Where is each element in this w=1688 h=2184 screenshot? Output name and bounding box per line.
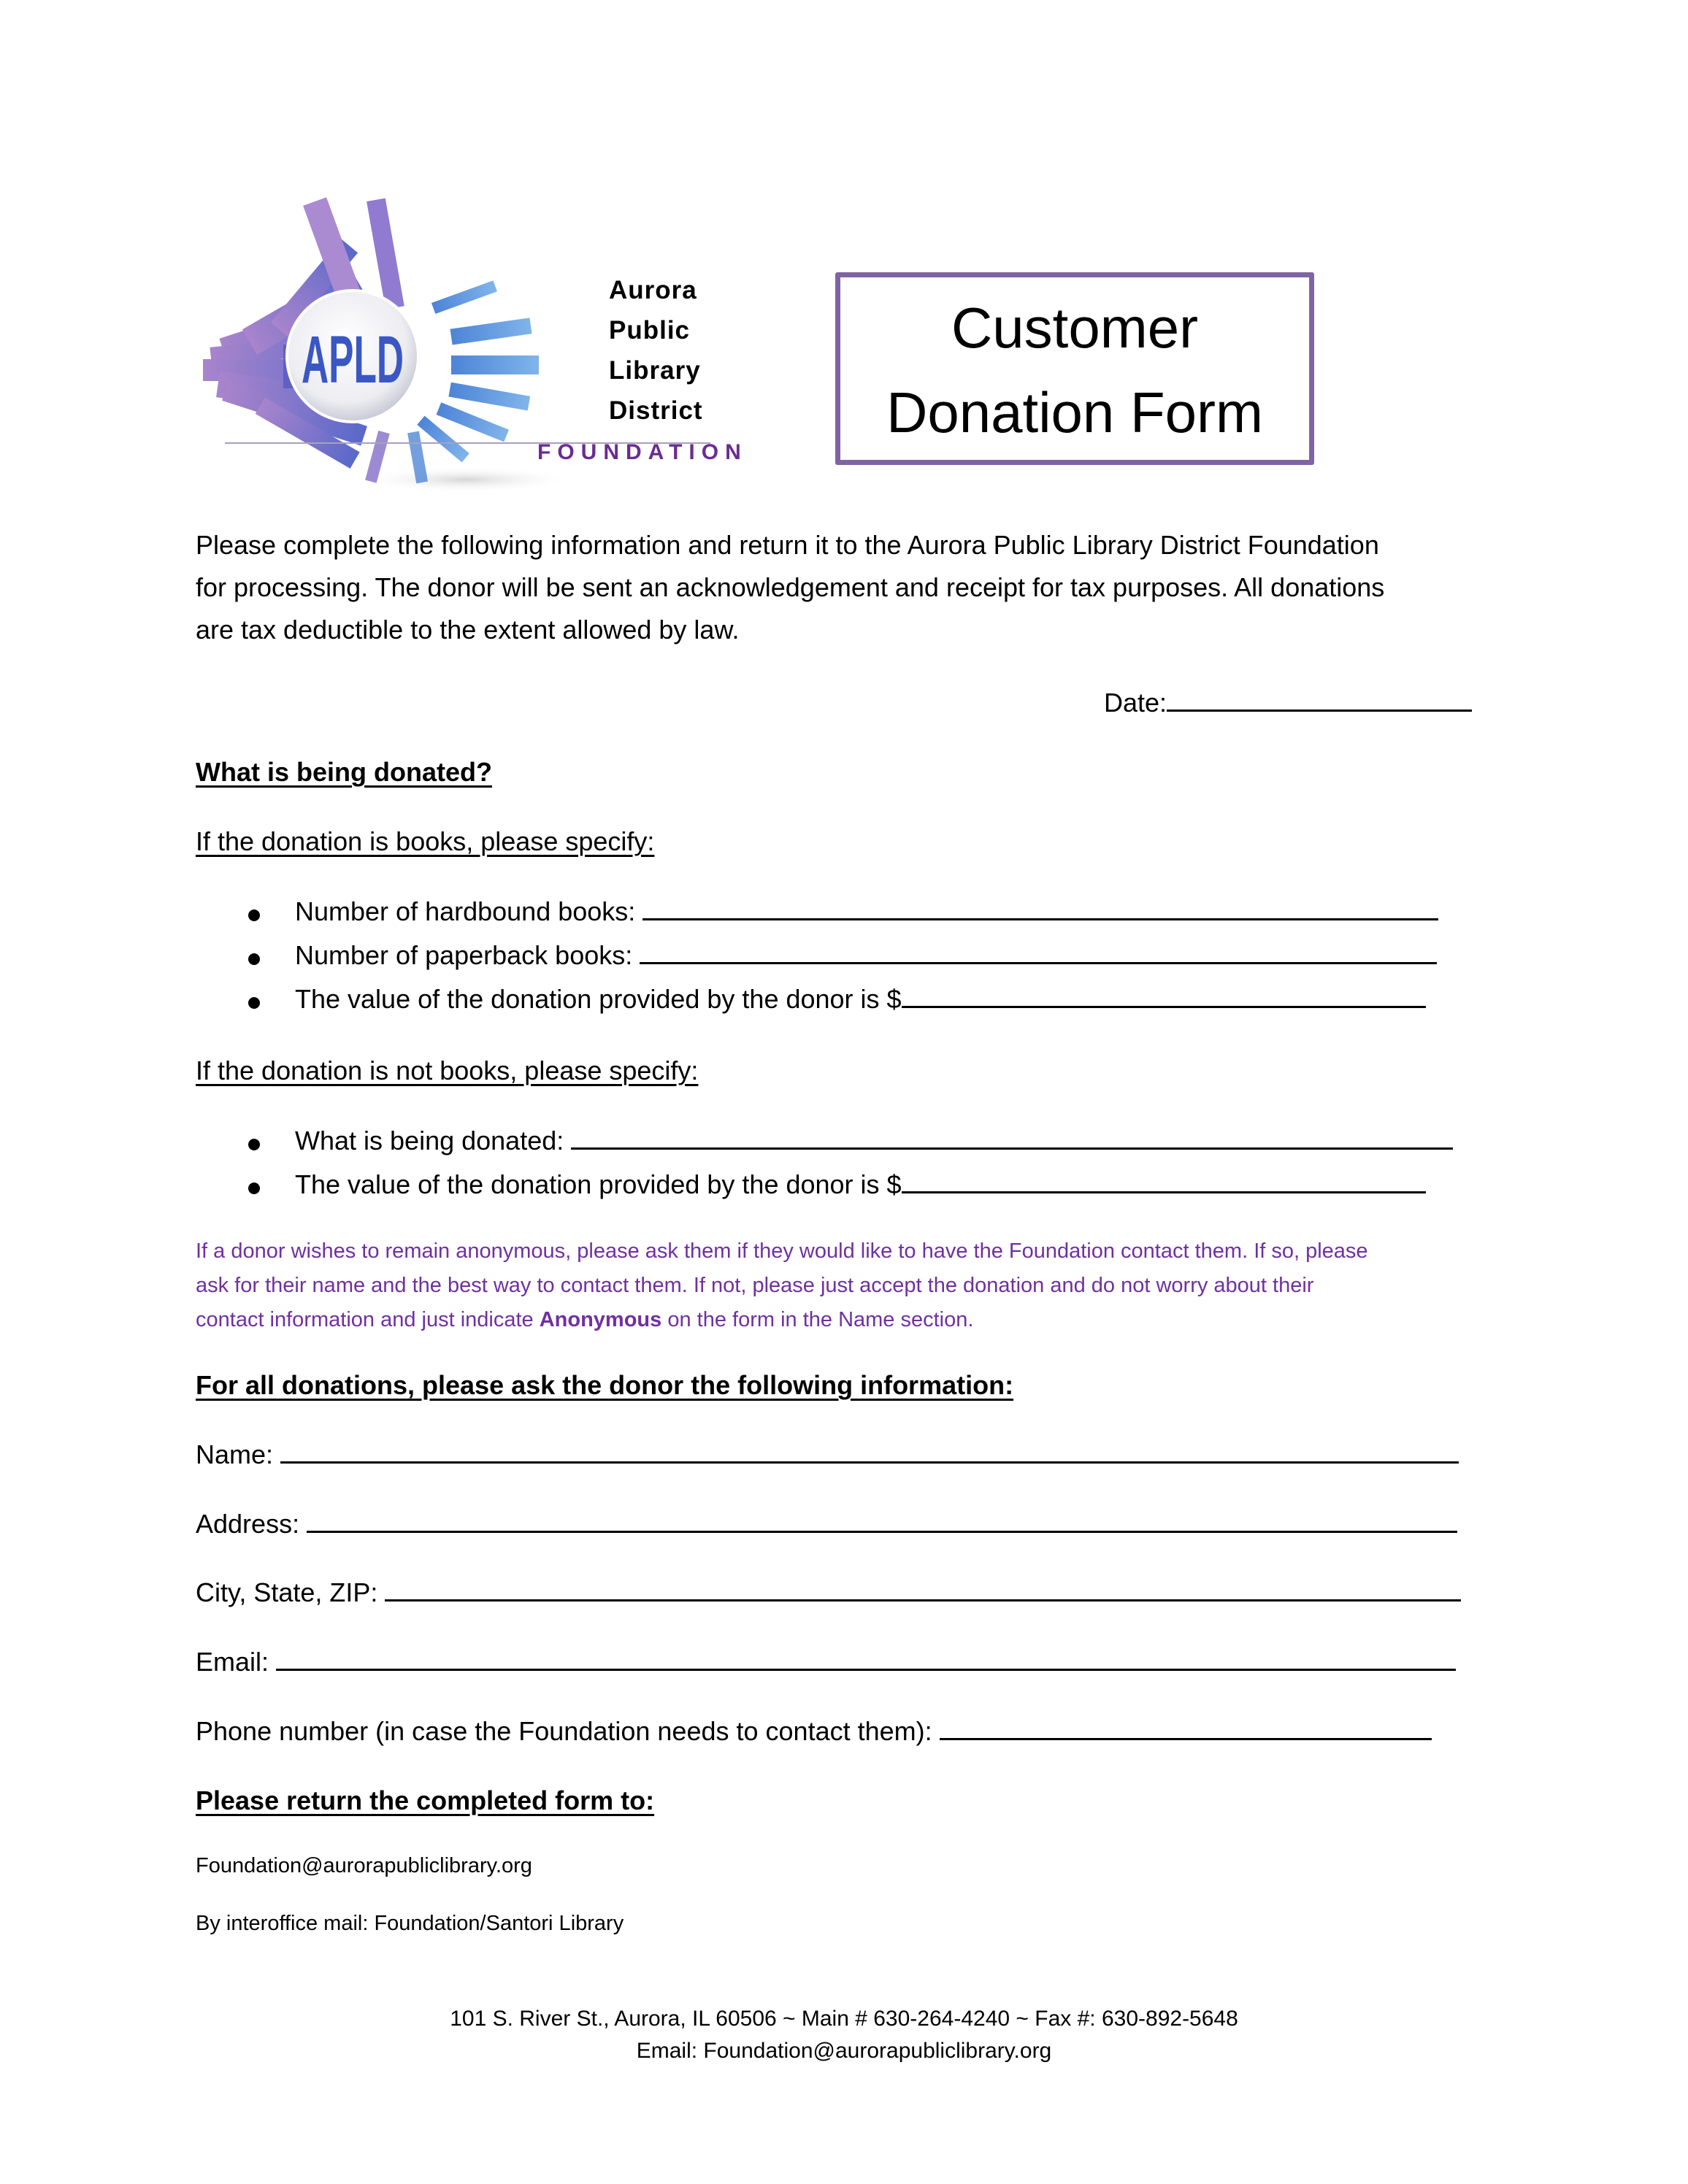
note-line <box>196 1303 1368 1337</box>
email-label: Email: <box>196 1647 269 1677</box>
city-state-zip-field[interactable] <box>196 1572 1461 1614</box>
bullet-icon <box>248 997 260 1009</box>
logo-foundation-subtitle: FOUNDATION <box>537 440 748 464</box>
phone-field[interactable] <box>196 1710 1432 1753</box>
form-title-box <box>835 272 1314 465</box>
logo-line-district: District <box>609 396 703 425</box>
city-state-zip-label: City, State, ZIP: <box>196 1577 378 1607</box>
bullet-icon <box>248 953 260 965</box>
books-value-field[interactable] <box>295 978 1426 1020</box>
hardbound-books-label: Number of hardbound books: <box>295 896 636 926</box>
logo-line-library: Library <box>609 356 701 385</box>
not-books-subheading: If the donation is not books, please specify: <box>196 1056 699 1085</box>
bullet-icon <box>248 910 260 921</box>
item-donated-label: What is being donated: <box>295 1126 564 1156</box>
item-donated-field[interactable] <box>295 1120 1453 1162</box>
item-value-input-line[interactable] <box>902 1168 1426 1193</box>
bullet-icon <box>248 1139 260 1150</box>
hardbound-books-field[interactable] <box>295 891 1438 933</box>
name-label: Name: <box>196 1439 274 1469</box>
note-line: ask for their name and the best way to contact them. If not, please just accept the donation and do not worry about their <box>196 1274 1314 1297</box>
return-to-heading: Please return the completed form to: <box>196 1785 655 1815</box>
footer-address: 101 S. River St., Aurora, IL 60506 ~ Main # 630-264-4240 ~ Fax #: 630-892-5648 <box>450 2007 1238 2031</box>
logo-name-lines <box>609 270 703 431</box>
paperback-books-input-line[interactable] <box>640 939 1437 964</box>
note-text: on the form in the Name section. <box>661 1308 974 1331</box>
anonymous-donor-note <box>196 1234 1368 1337</box>
address-label: Address: <box>196 1509 300 1539</box>
return-email-link[interactable]: Foundation@aurorapubliclibrary.org <box>196 1854 532 1877</box>
date-input-line[interactable] <box>1167 686 1472 712</box>
bullet-icon <box>248 1183 260 1194</box>
email-input-line[interactable] <box>276 1645 1456 1671</box>
title-line-2: Donation Form <box>886 380 1263 445</box>
apld-foundation-logo <box>196 191 748 498</box>
intro-line: are tax deductible to the extent allowed by law. <box>196 615 740 645</box>
donor-info-heading: For all donations, please ask the donor the following information: <box>196 1370 1014 1400</box>
item-value-field[interactable] <box>295 1164 1426 1206</box>
note-line: If a donor wishes to remain anonymous, please ask them if they would like to have the Foundation contact them. If so, please <box>196 1239 1368 1263</box>
item-value-label: The value of the donation provided by the donor is $ <box>295 1169 902 1199</box>
email-field[interactable] <box>196 1641 1456 1683</box>
logo-monogram: APLD <box>302 323 404 397</box>
title-line-1: Customer <box>951 296 1199 360</box>
books-value-input-line[interactable] <box>902 983 1426 1008</box>
interoffice-mail-text: By interoffice mail: Foundation/Santori Library <box>196 1912 624 1935</box>
paperback-books-field[interactable] <box>295 934 1437 977</box>
address-input-line[interactable] <box>307 1507 1457 1533</box>
section-heading-what-donated: What is being donated? <box>196 757 492 787</box>
address-field[interactable] <box>196 1503 1457 1545</box>
paperback-books-label: Number of paperback books: <box>295 940 633 970</box>
name-field[interactable] <box>196 1434 1459 1476</box>
item-donated-input-line[interactable] <box>571 1124 1453 1150</box>
books-value-label: The value of the donation provided by the donor is $ <box>295 984 902 1014</box>
footer-email: Email: Foundation@aurorapubliclibrary.org <box>636 2039 1052 2063</box>
date-label: Date: <box>1104 688 1167 718</box>
books-subheading: If the donation is books, please specify: <box>196 826 655 856</box>
phone-label: Phone number (in case the Foundation needs to contact them): <box>196 1716 932 1746</box>
intro-line: Please complete the following information and return it to the Aurora Public Library District Foundation <box>196 530 1379 560</box>
name-input-line[interactable] <box>280 1438 1459 1464</box>
date-field[interactable] <box>1104 682 1472 724</box>
hardbound-books-input-line[interactable] <box>642 895 1438 920</box>
logo-line-aurora: Aurora <box>609 276 697 304</box>
intro-line: for processing. The donor will be sent an acknowledgement and receipt for tax purposes. All donations <box>196 572 1385 602</box>
city-state-zip-input-line[interactable] <box>385 1576 1461 1602</box>
anonymous-keyword: Anonymous <box>539 1308 662 1331</box>
intro-paragraph <box>196 524 1384 651</box>
logo-line-public: Public <box>609 316 691 345</box>
phone-input-line[interactable] <box>940 1715 1432 1740</box>
note-text: contact information and just indicate <box>196 1308 540 1331</box>
